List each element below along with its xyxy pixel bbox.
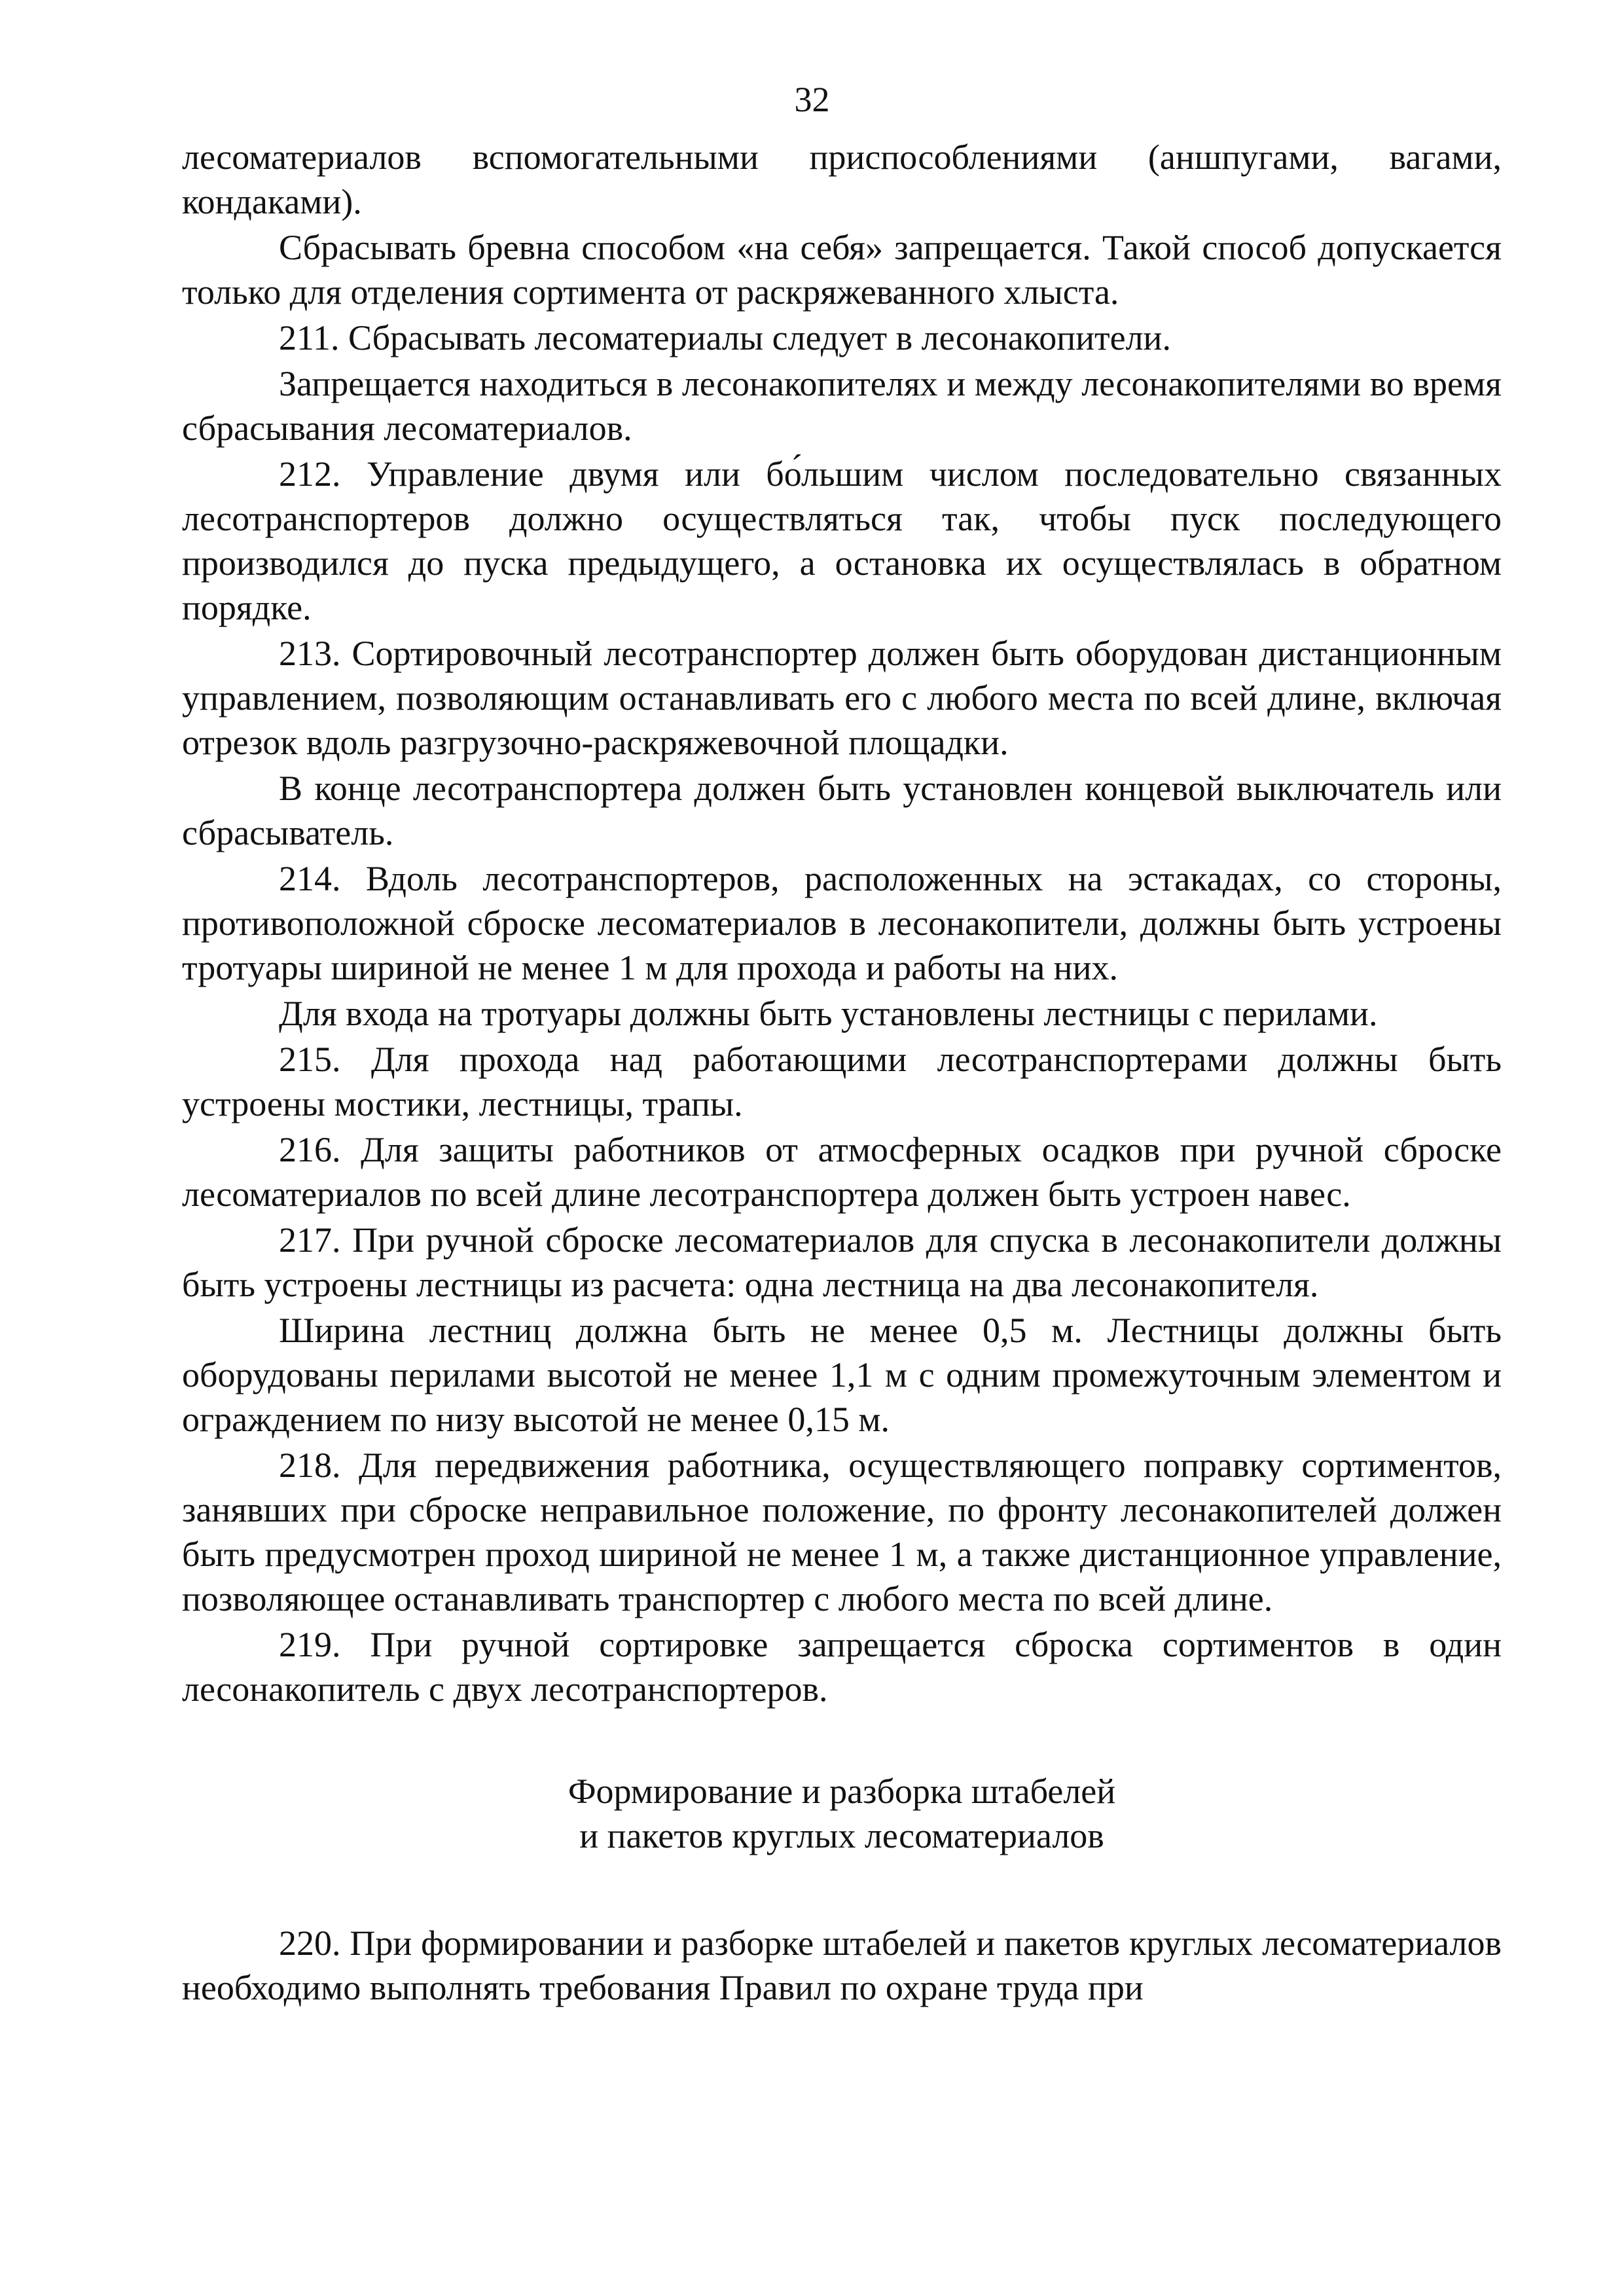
section-title-line-2: и пакетов круглых лесоматериалов <box>579 1816 1104 1855</box>
paragraph-213-end-switch: В конце лесотранспортера должен быть установлен концевой выключатель или сбрасыватель. <box>182 769 1502 852</box>
paragraph-212: 212. Управление двумя или бо́льшим числом последовательно связанных лесотранспортеров должно осуществляться так, чтобы пуск последующего производился до пуска предыдущего, а остановка их осуществлялась в обратном порядке. <box>182 454 1502 627</box>
section-title <box>182 1769 1502 1858</box>
paragraph-217-ladder-width: Ширина лестниц должна быть не менее 0,5 м. Лестницы должны быть оборудованы перилами высотой не менее 1,1 м с одним промежуточным элементом и ограждением по низу высотой не менее 0,15 м. <box>182 1311 1502 1439</box>
paragraph-216: 216. Для защиты работников от атмосферных осадков при ручной сброске лесоматериалов по всей длине лесотранспортера должен быть устроен навес. <box>182 1130 1502 1214</box>
paragraph-continuation: лесоматериалов вспомогательными приспособлениями (аншпугами, вагами, кондаками). <box>182 137 1502 221</box>
paragraph-217: 217. При ручной сброске лесоматериалов для спуска в лесонакопители должны быть устроены лестницы из расчета: одна лестница на два лесонакопителя. <box>182 1220 1502 1304</box>
paragraph-218: 218. Для передвижения работника, осуществляющего поправку сортиментов, занявших при сброске неправильное положение, по фронту лесонакопителей должен быть предусмотрен проход шириной не менее 1 м, а также дистанционное управление, позволяющее останавливать транспортер с любого места по всей длине. <box>182 1446 1502 1618</box>
paragraph-215: 215. Для прохода над работающими лесотранспортерами должны быть устроены мостики, лестницы, трапы. <box>182 1040 1502 1123</box>
page-content <box>182 135 1502 2010</box>
paragraph-throw-logs: Сбрасывать бревна способом «на себя» запрещается. Такой способ допускается только для отделения сортимента от раскряжеванного хлыста. <box>182 228 1502 312</box>
paragraph-214-ladders: Для входа на тротуары должны быть установлены лестницы с перилами. <box>279 994 1378 1033</box>
paragraph-213: 213. Сортировочный лесотранспортер должен быть оборудован дистанционным управлением, позволяющим останавливать его с любого места по всей длине, включая отрезок вдоль разгрузочно-раскряжевочной площадки. <box>182 634 1502 762</box>
paragraph-211: 211. Сбрасывать лесоматериалы следует в лесонакопители. <box>279 318 1171 357</box>
paragraph-211-prohibition: Запрещается находиться в лесонакопителях и между лесонакопителями во время сбрасывания лесоматериалов. <box>182 364 1502 448</box>
paragraph-214: 214. Вдоль лесотранспортеров, расположенных на эстакадах, со стороны, противоположной сброске лесоматериалов в лесонакопители, должны быть устроены тротуары шириной не менее 1 м для прохода и работы на них. <box>182 859 1502 987</box>
section-title-line-1: Формирование и разборка штабелей <box>568 1772 1116 1811</box>
paragraph-219: 219. При ручной сортировке запрещается сброска сортиментов в один лесонакопитель с двух лесотранспортеров. <box>182 1625 1502 1709</box>
paragraph-220: 220. При формировании и разборке штабелей и пакетов круглых лесоматериалов необходимо выполнять требования Правил по охране труда при <box>182 1923 1502 2007</box>
page-number: 32 <box>794 80 830 119</box>
